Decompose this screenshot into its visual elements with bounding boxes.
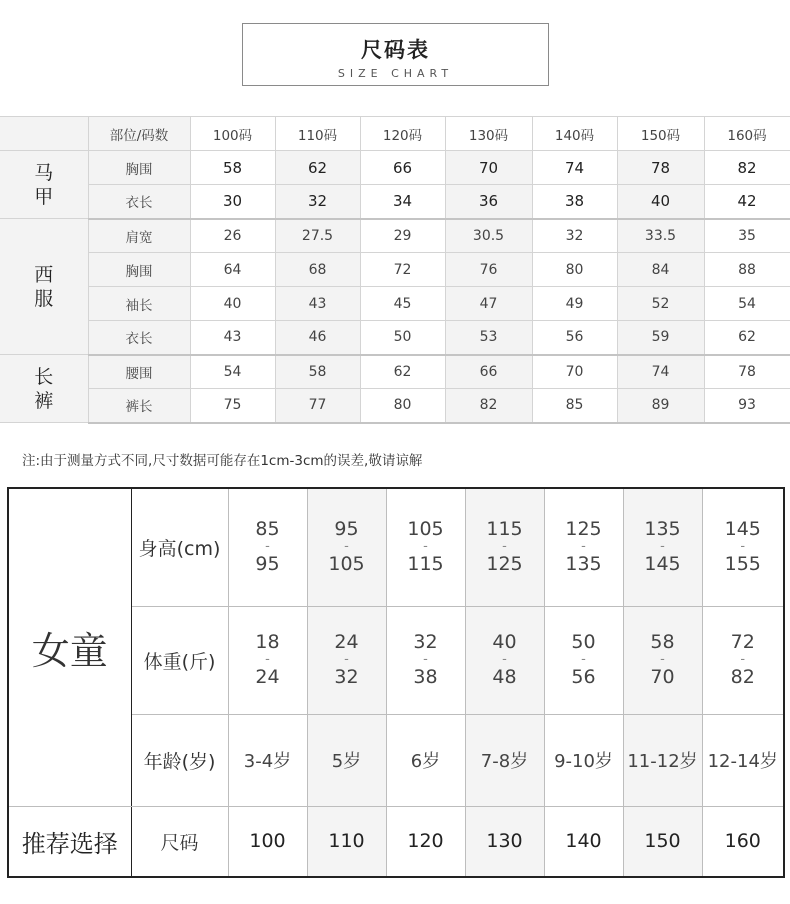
measurement-cell: 70 — [445, 151, 532, 185]
garment-group-char: 长 — [34, 365, 54, 388]
recommended-size-cell: 160 — [702, 806, 784, 877]
measurement-cell: 56 — [532, 321, 617, 355]
weight-label: 体重(斤) — [131, 606, 228, 714]
measurement-cell: 77 — [275, 389, 360, 423]
measurement-cell: 46 — [275, 321, 360, 355]
weight-range-cell-from: 24 — [334, 631, 359, 653]
size-header-row — [0, 117, 790, 151]
range-dash: - — [502, 652, 507, 667]
height-range-cell-to: 135 — [565, 553, 602, 576]
size-header-cell: 130码 — [445, 117, 532, 151]
range-dash: - — [740, 539, 746, 555]
category-cell: 女童 — [8, 488, 131, 806]
height-range-cell-to: 95 — [255, 553, 280, 576]
height-range-cell — [228, 488, 307, 606]
measurement-cell: 47 — [445, 287, 532, 321]
measurement-cell: 89 — [617, 389, 704, 423]
range-dash: - — [581, 652, 586, 667]
age-label: 年龄(岁) — [131, 714, 228, 806]
measurement-cell: 49 — [532, 287, 617, 321]
size-table-body — [0, 117, 790, 423]
size-label: 尺码 — [131, 806, 228, 877]
measurement-cell: 62 — [360, 355, 445, 389]
age-cell: 11-12岁 — [623, 714, 702, 806]
range-dash: - — [344, 652, 349, 667]
recommended-size-cell: 100 — [228, 806, 307, 877]
range-dash: - — [344, 539, 349, 555]
measurement-cell: 75 — [190, 389, 275, 423]
measurement-cell: 88 — [704, 253, 790, 287]
age-cell: 12-14岁 — [702, 714, 784, 806]
garment-group-label — [0, 355, 88, 423]
size-data-row — [0, 287, 790, 321]
weight-range-cell-to: 24 — [255, 666, 280, 688]
size-data-row — [0, 321, 790, 355]
size-data-row — [0, 185, 790, 219]
height-range-cell-to: 155 — [724, 553, 761, 576]
height-label: 身高(cm) — [131, 488, 228, 606]
measurement-cell: 43 — [275, 287, 360, 321]
recommended-size-cell: 150 — [623, 806, 702, 877]
weight-range-cell-to: 32 — [334, 666, 359, 688]
height-range-cell-from: 145 — [724, 518, 761, 541]
body-part-label: 裤长 — [88, 389, 190, 423]
garment-group-char: 裤 — [34, 389, 54, 412]
height-range-cell-from: 115 — [486, 518, 523, 541]
measurement-cell: 33.5 — [617, 219, 704, 253]
height-range-cell-from: 85 — [255, 518, 280, 541]
measurement-cell: 52 — [617, 287, 704, 321]
height-range-cell-to: 115 — [407, 553, 444, 576]
weight-range-cell-to: 82 — [730, 666, 755, 688]
page-title: 尺码表 — [361, 38, 430, 62]
range-dash: - — [423, 539, 428, 555]
weight-range-cell — [386, 606, 465, 714]
measurement-cell: 70 — [532, 355, 617, 389]
measurement-cell: 85 — [532, 389, 617, 423]
height-range-cell — [465, 488, 544, 606]
weight-range-cell — [465, 606, 544, 714]
measurement-cell: 26 — [190, 219, 275, 253]
measurement-cell: 76 — [445, 253, 532, 287]
measurement-cell: 80 — [360, 389, 445, 423]
measurement-cell: 78 — [704, 355, 790, 389]
garment-group-char: 甲 — [34, 185, 54, 208]
height-range-cell — [307, 488, 386, 606]
size-row — [8, 806, 784, 877]
weight-range-cell — [623, 606, 702, 714]
measurement-cell: 82 — [445, 389, 532, 423]
size-header-cell: 150码 — [617, 117, 704, 151]
measurement-cell: 80 — [532, 253, 617, 287]
measurement-cell: 54 — [190, 355, 275, 389]
measurement-cell: 62 — [275, 151, 360, 185]
measurement-cell: 29 — [360, 219, 445, 253]
size-header-cell: 120码 — [360, 117, 445, 151]
weight-range-cell-to: 38 — [413, 666, 438, 688]
garment-group-label — [0, 219, 88, 355]
measurement-cell: 78 — [617, 151, 704, 185]
weight-range-cell-from: 40 — [492, 631, 517, 653]
measurement-cell: 84 — [617, 253, 704, 287]
size-data-row — [0, 219, 790, 253]
garment-group-char: 服 — [34, 287, 54, 310]
age-cell: 7-8岁 — [465, 714, 544, 806]
measurement-cell: 38 — [532, 185, 617, 219]
age-cell: 6岁 — [386, 714, 465, 806]
measurement-cell: 34 — [360, 185, 445, 219]
body-part-label: 胸围 — [88, 253, 190, 287]
age-cell: 9-10岁 — [544, 714, 623, 806]
measurement-cell: 32 — [532, 219, 617, 253]
height-range-cell-to: 105 — [328, 553, 365, 576]
age-cell: 3-4岁 — [228, 714, 307, 806]
recommendation-table — [7, 487, 785, 878]
measurement-cell: 58 — [190, 151, 275, 185]
height-row — [8, 488, 784, 606]
weight-range-cell-to: 56 — [571, 666, 596, 688]
height-range-cell-from: 105 — [407, 518, 444, 541]
recommended-size-cell: 140 — [544, 806, 623, 877]
measurement-cell: 58 — [275, 355, 360, 389]
height-range-cell-to: 145 — [644, 553, 681, 576]
body-part-label: 腰围 — [88, 355, 190, 389]
size-chart-title-box — [242, 23, 549, 86]
garment-group-char: 马 — [34, 161, 54, 184]
recommended-size-cell: 130 — [465, 806, 544, 877]
height-range-cell — [702, 488, 784, 606]
header-corner — [0, 117, 88, 151]
size-data-row — [0, 151, 790, 185]
range-dash: - — [660, 539, 665, 555]
size-data-row — [0, 389, 790, 423]
measurement-cell: 42 — [704, 185, 790, 219]
range-dash: - — [660, 652, 665, 667]
page-subtitle: SIZE CHART — [337, 67, 454, 80]
weight-range-cell-to: 70 — [650, 666, 675, 688]
measurement-cell: 74 — [617, 355, 704, 389]
measurement-cell: 27.5 — [275, 219, 360, 253]
measurement-cell: 66 — [445, 355, 532, 389]
measurement-cell: 30 — [190, 185, 275, 219]
header-label: 部位/码数 — [88, 117, 190, 151]
measurement-cell: 74 — [532, 151, 617, 185]
weight-range-cell-from: 72 — [730, 631, 755, 653]
garment-group-label — [0, 151, 88, 219]
measurement-cell: 68 — [275, 253, 360, 287]
size-data-row — [0, 355, 790, 389]
measurement-cell: 30.5 — [445, 219, 532, 253]
weight-range-cell-from: 58 — [650, 631, 675, 653]
range-dash: - — [265, 539, 270, 555]
garment-group-char: 西 — [34, 263, 54, 286]
body-part-label: 袖长 — [88, 287, 190, 321]
size-data-row — [0, 253, 790, 287]
height-range-cell-from: 95 — [334, 518, 359, 541]
measurement-cell: 32 — [275, 185, 360, 219]
height-range-cell — [623, 488, 702, 606]
size-header-cell: 100码 — [190, 117, 275, 151]
weight-range-cell — [228, 606, 307, 714]
range-dash: - — [502, 539, 507, 555]
weight-range-cell — [307, 606, 386, 714]
measurement-cell: 82 — [704, 151, 790, 185]
body-part-label: 衣长 — [88, 321, 190, 355]
weight-range-cell-to: 48 — [492, 666, 517, 688]
weight-range-cell — [702, 606, 784, 714]
size-header-cell: 140码 — [532, 117, 617, 151]
weight-range-cell-from: 18 — [255, 631, 280, 653]
height-range-cell-from: 135 — [644, 518, 681, 541]
recommend-select-cell: 推荐选择 — [8, 806, 131, 877]
size-header-cell: 160码 — [704, 117, 790, 151]
measurement-cell: 66 — [360, 151, 445, 185]
body-part-label: 胸围 — [88, 151, 190, 185]
measurement-cell: 53 — [445, 321, 532, 355]
height-range-cell-from: 125 — [565, 518, 602, 541]
measurement-cell: 43 — [190, 321, 275, 355]
measurement-cell: 40 — [617, 185, 704, 219]
measurement-cell: 64 — [190, 253, 275, 287]
height-range-cell — [544, 488, 623, 606]
measurement-cell: 45 — [360, 287, 445, 321]
range-dash: - — [265, 652, 270, 667]
measurement-cell: 35 — [704, 219, 790, 253]
age-cell: 5岁 — [307, 714, 386, 806]
measurement-cell: 40 — [190, 287, 275, 321]
weight-range-cell-from: 32 — [413, 631, 438, 653]
measurement-cell: 54 — [704, 287, 790, 321]
measurement-cell: 36 — [445, 185, 532, 219]
body-part-label: 肩宽 — [88, 219, 190, 253]
range-dash: - — [581, 539, 586, 555]
measurement-cell: 72 — [360, 253, 445, 287]
recommended-size-cell: 120 — [386, 806, 465, 877]
body-part-label: 衣长 — [88, 185, 190, 219]
weight-range-cell — [544, 606, 623, 714]
range-dash: - — [423, 652, 428, 667]
size-table — [0, 116, 790, 424]
range-dash: - — [740, 652, 746, 667]
measurement-cell: 50 — [360, 321, 445, 355]
measurement-cell: 59 — [617, 321, 704, 355]
weight-range-cell-from: 50 — [571, 631, 596, 653]
height-range-cell — [386, 488, 465, 606]
recommended-size-cell: 110 — [307, 806, 386, 877]
measurement-cell: 93 — [704, 389, 790, 423]
measurement-note: 注:由于测量方式不同,尺寸数据可能存在1cm-3cm的误差,敬请谅解 — [22, 453, 423, 469]
height-range-cell-to: 125 — [486, 553, 523, 576]
size-header-cell: 110码 — [275, 117, 360, 151]
measurement-cell: 62 — [704, 321, 790, 355]
